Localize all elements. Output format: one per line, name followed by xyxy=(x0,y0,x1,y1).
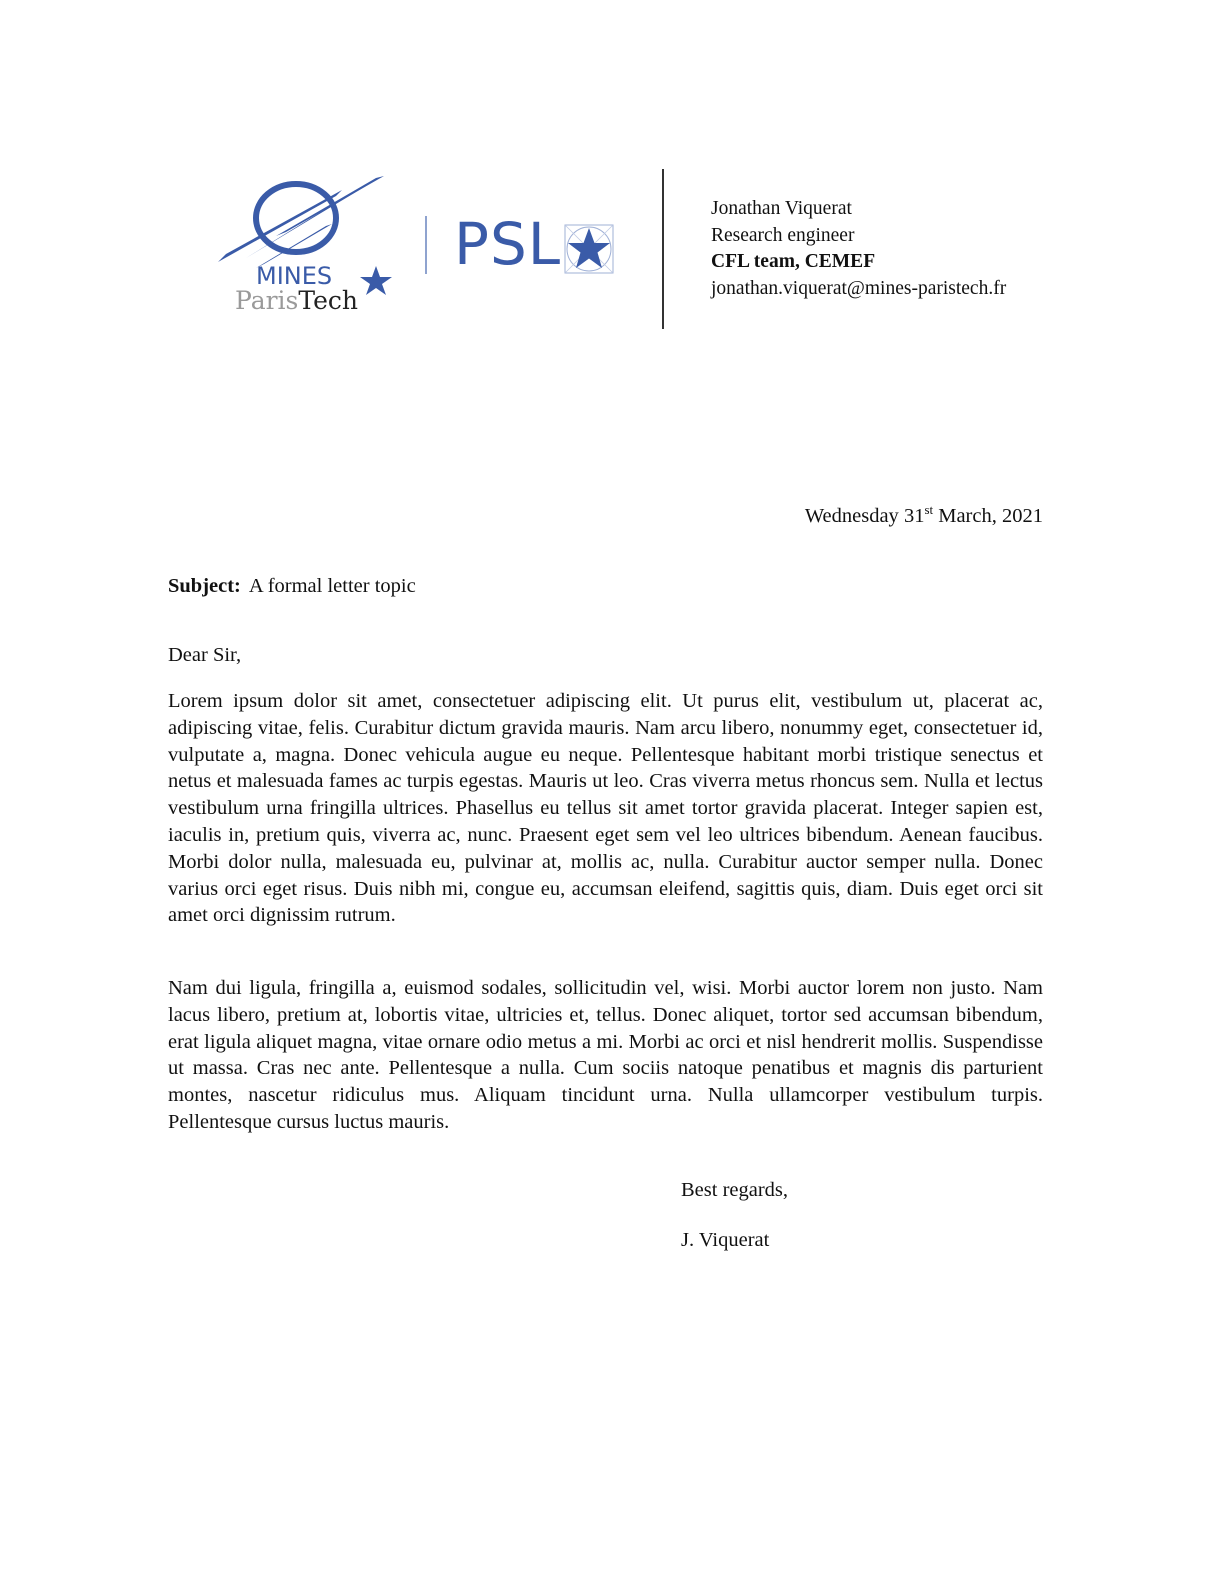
salutation: Dear Sir, xyxy=(168,644,242,666)
sender-team: CFL team, CEMEF xyxy=(711,251,876,273)
date-weekday: Wednesday xyxy=(804,505,899,527)
mines-text: MINES xyxy=(256,262,333,290)
sender-email: jonathan.viquerat@mines-paristech.fr xyxy=(711,278,1007,300)
date-day: 31 xyxy=(903,505,925,527)
star-icon xyxy=(360,266,392,295)
mines-paristech-logo xyxy=(216,176,401,316)
signature: J. Viquerat xyxy=(681,1229,770,1251)
psl-text: PSL xyxy=(454,210,562,278)
paristech-text: ParisTech xyxy=(235,286,359,315)
body-paragraph-1: Lorem ipsum dolor sit amet, consectetuer adipiscing elit. Ut purus elit, vestibulum ut, placerat ac, adipiscing vitae, felis. Curabitur dictum gravida mauris. Nam arcu libero, nonummy eget, consectetuer id, vulputate a, magna. Donec vehicula augue eu neque. Pellentesque habitant morbi tristique senectus et netus et malesuada fames ac turpis egestas. Mauris ut leo. Cras viverra metus rhoncus sem. Nulla et lectus vestibulum urna fringilla ultrices. Phasellus eu tellus sit amet tortor gravida placerat. Integer sapien est, iaculis in, pretium quis, viverra ac, nunc. Praesent eget sem vel leo ultrices bibendum. Aenean faucibus. Morbi dolor nulla, malesuada eu, pulvinar at, mollis ac, nulla. Curabitur auctor semper nulla. Donec varius orci eget risus. Duis nibh mi, congue eu, accumsan eleifend, sagittis quis, diam. Duis eget orci sit amet orci dignissim rutrum. xyxy=(168,690,1043,927)
sender-role: Research engineer xyxy=(711,224,855,246)
logo-separator xyxy=(425,216,427,274)
header-divider xyxy=(662,169,664,329)
sender-name: Jonathan Viquerat xyxy=(711,198,852,219)
letter-date xyxy=(805,503,1043,529)
subject-line xyxy=(168,573,416,599)
psl-star-emblem-icon xyxy=(564,224,614,274)
date-month-year: March, 2021 xyxy=(938,505,1043,527)
psl-logo xyxy=(420,212,620,276)
subject-label: Subject: xyxy=(168,575,241,597)
sender-block xyxy=(711,196,1006,303)
mines-paristech-logo-icon xyxy=(216,176,401,316)
subject-text: A formal letter topic xyxy=(248,575,416,597)
body-paragraph-2: Nam dui ligula, fringilla a, euismod sodales, sollicitudin vel, wisi. Morbi auctor lorem non justo. Nam lacus libero, pretium at, lobortis vitae, ultricies et, tellus. Donec aliquet, tortor sed accumsan bibendum, erat ligula aliquet magna, vitae ornare odio metus a mi. Morbi ac orci et nisl hendrerit mollis. Suspendisse ut massa. Cras nec ante. Pellentesque a nulla. Cum sociis natoque penatibus et magnis dis parturient montes, nascetur ridiculus mus. Aliquam tincidunt urna. Nulla ullamcorper vestibulum turpis. Pellentesque cursus luctus mauris. xyxy=(168,977,1043,1133)
date-day-suffix: st xyxy=(924,502,934,517)
closing: Best regards, xyxy=(681,1179,789,1201)
